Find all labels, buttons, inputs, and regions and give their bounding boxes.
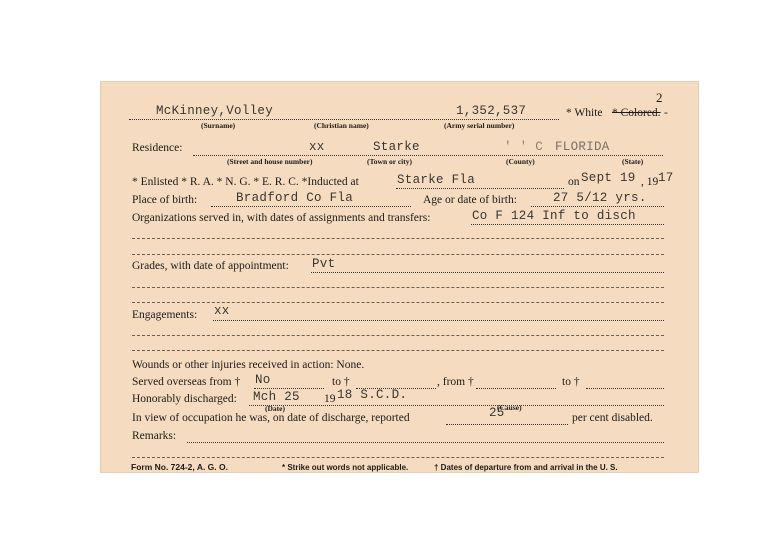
residence-line [193, 155, 663, 156]
birth-place-value: Bradford Co Fla [236, 191, 354, 205]
grades-line [311, 272, 664, 273]
overseas-from-line [254, 388, 324, 389]
grades-value: Pvt [312, 257, 336, 271]
disability-percent-value: 25 [489, 406, 505, 420]
disability-label: In view of occupation he was, on date of discharge, reported [132, 412, 410, 424]
serial-number-value: 1,352,537 [456, 104, 527, 118]
induction-date-value: Sept 19 [581, 171, 636, 185]
disability-line [446, 424, 568, 425]
remarks-line [187, 442, 664, 443]
induction-year-prefix: , 19 [641, 176, 659, 188]
surname-value: McKinney,Volley [156, 104, 274, 118]
overseas-from-line-2 [476, 388, 556, 389]
organizations-line [471, 224, 664, 225]
engagements-label: Engagements: [132, 309, 198, 321]
christian-name-caption: (Christian name) [314, 121, 369, 130]
enlisted-label: * Enlisted * R. A. * N. G. * E. R. C. *Inducted at [132, 176, 359, 188]
serial-number-caption: (Army serial number) [444, 121, 515, 130]
strike-out-note: * Strike out words not applicable. [282, 463, 409, 472]
residence-state-value: FLORIDA [555, 140, 610, 154]
street-caption: (Street and house number) [227, 157, 313, 166]
surname-caption: (Surname) [201, 121, 236, 130]
overseas-from-label: , from † [437, 376, 474, 388]
overseas-to-line-2 [586, 388, 664, 389]
on-label: on [568, 176, 580, 188]
overseas-label: Served overseas from † [132, 376, 241, 388]
form-number: Form No. 724-2, A. G. O. [131, 462, 228, 472]
birth-place-label: Place of birth: [132, 194, 198, 206]
colored-label: * Colored. [612, 107, 661, 119]
service-record-card [101, 82, 698, 472]
induction-year-value: 17 [658, 171, 674, 185]
name-line [129, 119, 559, 120]
discharge-year-cause-value: 18 S.C.D. [337, 388, 408, 402]
grades-rule-2 [132, 302, 664, 303]
engagements-rule-2 [132, 350, 664, 351]
discharged-line [249, 405, 664, 406]
residence-street-value: xx [309, 140, 325, 154]
overseas-to-label-2: to † [562, 376, 580, 388]
grades-label: Grades, with date of appointment: [132, 260, 289, 272]
engagements-line [213, 320, 664, 321]
engagements-value: xx [214, 304, 230, 318]
engagements-rule-1 [132, 335, 664, 336]
age-line [531, 206, 664, 207]
age-value: 27 5/12 yrs. [553, 191, 647, 205]
date-caption: (Date) [265, 404, 285, 413]
page-number: 2 [656, 90, 663, 105]
county-caption: (County) [506, 157, 535, 166]
dates-note: † Dates of departure from and arrival in the U. S. [434, 463, 618, 472]
state-caption: (State) [622, 157, 644, 166]
remarks-label: Remarks: [132, 430, 177, 442]
disability-suffix: per cent disabled. [572, 412, 653, 424]
organizations-label: Organizations served in, with dates of assignments and transfers: [132, 212, 431, 224]
cause-caption: (Cause) [497, 403, 522, 412]
wounds-label: Wounds or other injuries received in action: None. [132, 359, 365, 371]
residence-label: Residence: [132, 142, 183, 154]
town-caption: (Town or city) [367, 157, 412, 166]
grades-rule-1 [132, 287, 664, 288]
overseas-from-value: No [255, 373, 271, 387]
residence-county-mark: ' ' C [504, 140, 544, 154]
birth-place-line [211, 206, 411, 207]
inducted-at-value: Starke Fla [397, 173, 476, 187]
age-label: Age or date of birth: [423, 194, 517, 206]
discharged-label: Honorably discharged: [132, 393, 237, 405]
overseas-to-label-1: to † [332, 376, 350, 388]
discharge-year-prefix: 19 [324, 393, 336, 405]
inducted-at-line [396, 188, 564, 189]
residence-town-value: Starke [373, 140, 420, 154]
discharge-date-value: Mch 25 [253, 390, 300, 404]
organizations-value: Co F 124 Inf to disch [472, 209, 636, 223]
organizations-rule-1 [132, 238, 664, 239]
organizations-rule-2 [132, 254, 664, 255]
colored-strike-mark: - [664, 107, 668, 119]
remarks-rule [132, 457, 664, 458]
white-label: * White [566, 107, 603, 119]
